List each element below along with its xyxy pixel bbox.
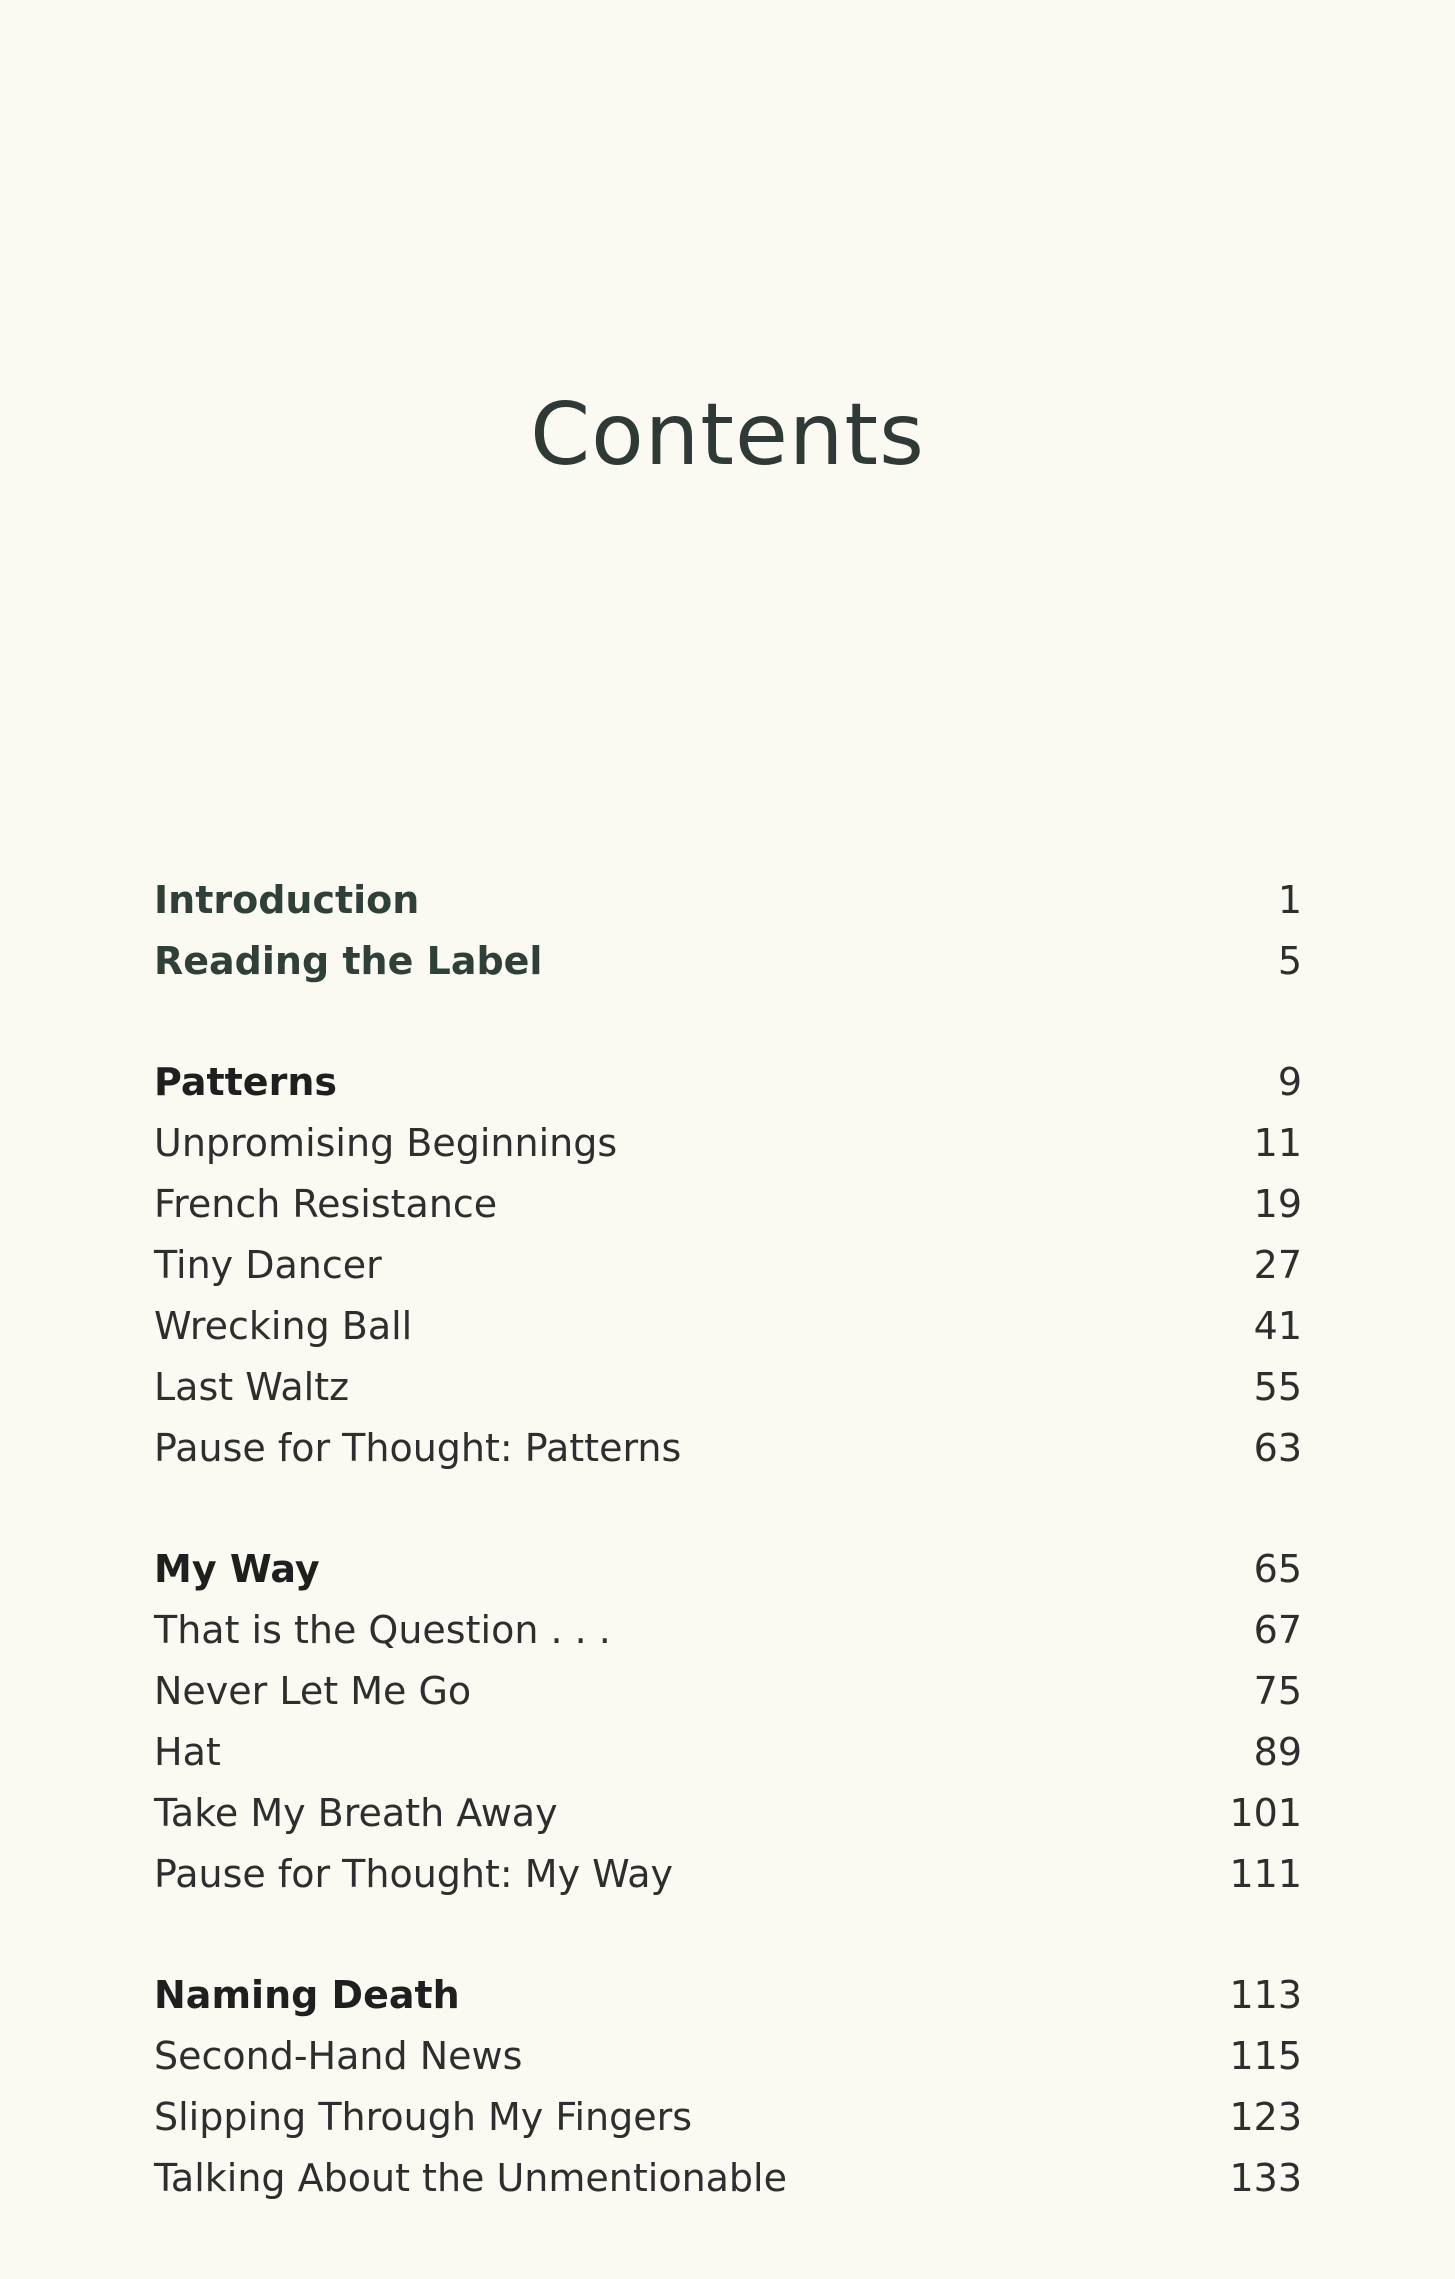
toc-section-title: My Way: [154, 1547, 320, 1591]
toc-entry-title: French Resistance: [154, 1182, 498, 1226]
toc-entry-page: 89: [1253, 1730, 1302, 1774]
toc-entry: [154, 1174, 1302, 1235]
toc-entry-page: 75: [1253, 1669, 1302, 1713]
toc-entry: [154, 1600, 1302, 1661]
toc-section-naming-death: [154, 1965, 1302, 2026]
toc-entry-page: 41: [1253, 1304, 1302, 1348]
toc-section-page: 9: [1277, 1060, 1302, 1104]
toc-entry-title: Introduction: [154, 878, 420, 922]
toc-entry-page: 55: [1253, 1365, 1302, 1409]
toc-entry-page: 11: [1253, 1121, 1302, 1165]
toc-entry: [154, 1418, 1302, 1479]
toc-entry-title: Reading the Label: [154, 939, 543, 983]
toc-entry-introduction: [154, 870, 1302, 931]
toc-entry-page: 115: [1229, 2034, 1302, 2078]
toc-entry-title: Last Waltz: [154, 1365, 350, 1409]
toc-entry-page: 27: [1253, 1243, 1302, 1287]
toc-entry: [154, 2026, 1302, 2087]
toc-entry-title: Wrecking Ball: [154, 1304, 413, 1348]
toc-entry-title: Unpromising Beginnings: [154, 1121, 618, 1165]
toc-entry-title: Pause for Thought: Patterns: [154, 1426, 682, 1470]
toc-entry-page: 67: [1253, 1608, 1302, 1652]
toc-entry-title: Hat: [154, 1730, 221, 1774]
toc-section-patterns: [154, 1052, 1302, 1113]
toc-section-title: Naming Death: [154, 1973, 460, 2017]
toc-entry: [154, 1357, 1302, 1418]
toc-entry-page: 63: [1253, 1426, 1302, 1470]
toc-entry: [154, 1661, 1302, 1722]
toc-entry-title: Slipping Through My Fingers: [154, 2095, 693, 2139]
table-of-contents: [154, 870, 1302, 2209]
toc-entry: [154, 1722, 1302, 1783]
toc-entry-title: That is the Question . . .: [154, 1608, 611, 1652]
toc-entry-page: 19: [1253, 1182, 1302, 1226]
toc-entry-page: 101: [1229, 1791, 1302, 1835]
toc-entry: [154, 1844, 1302, 1905]
toc-entry-title: Tiny Dancer: [154, 1243, 382, 1287]
toc-entry-title: Pause for Thought: My Way: [154, 1852, 674, 1896]
toc-entry-title: Take My Breath Away: [154, 1791, 558, 1835]
toc-entry-page: 111: [1229, 1852, 1302, 1896]
toc-entry: [154, 1296, 1302, 1357]
toc-entry: [154, 1113, 1302, 1174]
toc-entry: [154, 1783, 1302, 1844]
toc-entry-page: 1: [1277, 878, 1302, 922]
toc-entry: [154, 2087, 1302, 2148]
toc-entry-reading-the-label: [154, 931, 1302, 992]
toc-entry-page: 5: [1277, 939, 1302, 983]
toc-section-page: 113: [1229, 1973, 1302, 2017]
toc-entry-page: 133: [1229, 2156, 1302, 2200]
toc-entry-page: 123: [1229, 2095, 1302, 2139]
toc-section-my-way: [154, 1539, 1302, 1600]
page-title: Contents: [530, 385, 925, 485]
toc-entry: [154, 1235, 1302, 1296]
toc-entry-title: Never Let Me Go: [154, 1669, 472, 1713]
toc-section-page: 65: [1253, 1547, 1302, 1591]
toc-entry: [154, 2148, 1302, 2209]
toc-entry-title: Talking About the Unmentionable: [154, 2156, 787, 2200]
toc-entry-title: Second-Hand News: [154, 2034, 523, 2078]
toc-section-title: Patterns: [154, 1060, 337, 1104]
